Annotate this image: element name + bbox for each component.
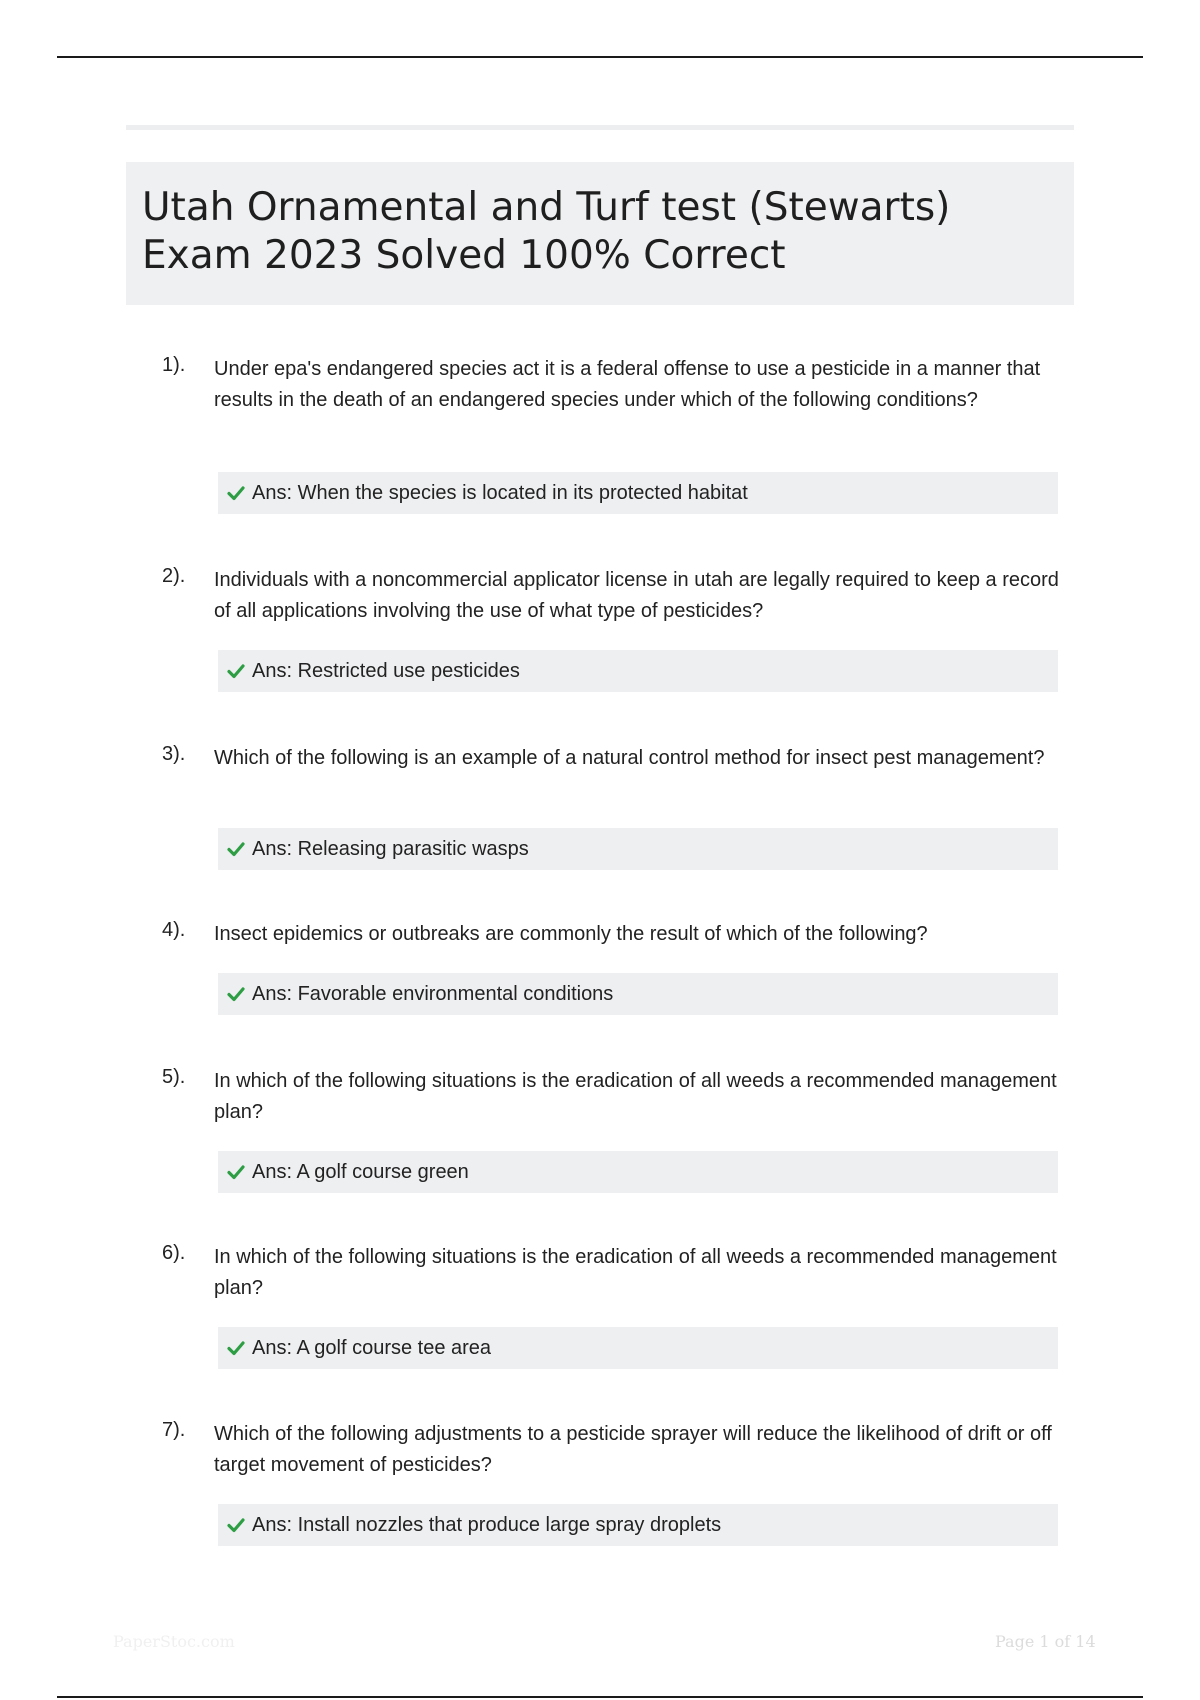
question-number: 2). [162,565,186,587]
answer-text: Ans: Favorable environmental conditions [252,982,614,1005]
check-icon [226,1515,246,1535]
answer-box [218,472,1058,514]
answer-box [218,650,1058,692]
answer-text: Ans: Restricted use pesticides [252,659,520,682]
check-icon [226,839,246,859]
check-icon [226,483,246,503]
check-icon [226,984,246,1004]
question-text: Which of the following adjustments to a pesticide sprayer will reduce the likelihood of drift or off target movement of pesticides? [214,1423,1052,1476]
bottom-rule [57,1696,1143,1698]
question-number: 7). [162,1419,186,1441]
page-title: Utah Ornamental and Turf test (Stewarts) Exam 2023 Solved 100% Correct [142,185,951,278]
answer-box [218,828,1058,870]
check-icon [226,661,246,681]
answer-box [218,1327,1058,1369]
question-text: In which of the following situations is the eradication of all weeds a recommended management plan? [214,1246,1057,1299]
answer-text: Ans: Releasing parasitic wasps [252,837,529,860]
answer-text: Ans: When the species is located in its protected habitat [252,481,748,504]
question-number: 3). [162,743,186,765]
top-rule [57,56,1143,58]
question-text: Under epa's endangered species act it is a federal offense to use a pesticide in a manner that results in the death of an endangered species under which of the following conditions? [214,358,1041,411]
watermark-text: PaperStoc.com [113,1632,235,1651]
page-number: Page 1 of 14 [995,1632,1096,1651]
header-divider [126,125,1074,130]
question-number: 4). [162,919,186,941]
answer-text: Ans: A golf course tee area [252,1336,492,1359]
question-text: Insect epidemics or outbreaks are commonly the result of which of the following? [214,923,928,945]
check-icon [226,1162,246,1182]
answer-box [218,973,1058,1015]
answer-text: Ans: Install nozzles that produce large spray droplets [252,1513,722,1536]
question-text: In which of the following situations is the eradication of all weeds a recommended management plan? [214,1070,1057,1123]
question-text: Which of the following is an example of a natural control method for insect pest management? [214,747,1045,769]
title-box [126,162,1074,305]
question-number: 5). [162,1066,186,1088]
answer-text: Ans: A golf course green [252,1160,469,1183]
answer-box [218,1504,1058,1546]
question-number: 1). [162,354,186,376]
check-icon [226,1338,246,1358]
question-text: Individuals with a noncommercial applicator license in utah are legally required to keep a record of all applications involving the use of what type of pesticides? [214,569,1059,622]
answer-box [218,1151,1058,1193]
question-number: 6). [162,1242,186,1264]
